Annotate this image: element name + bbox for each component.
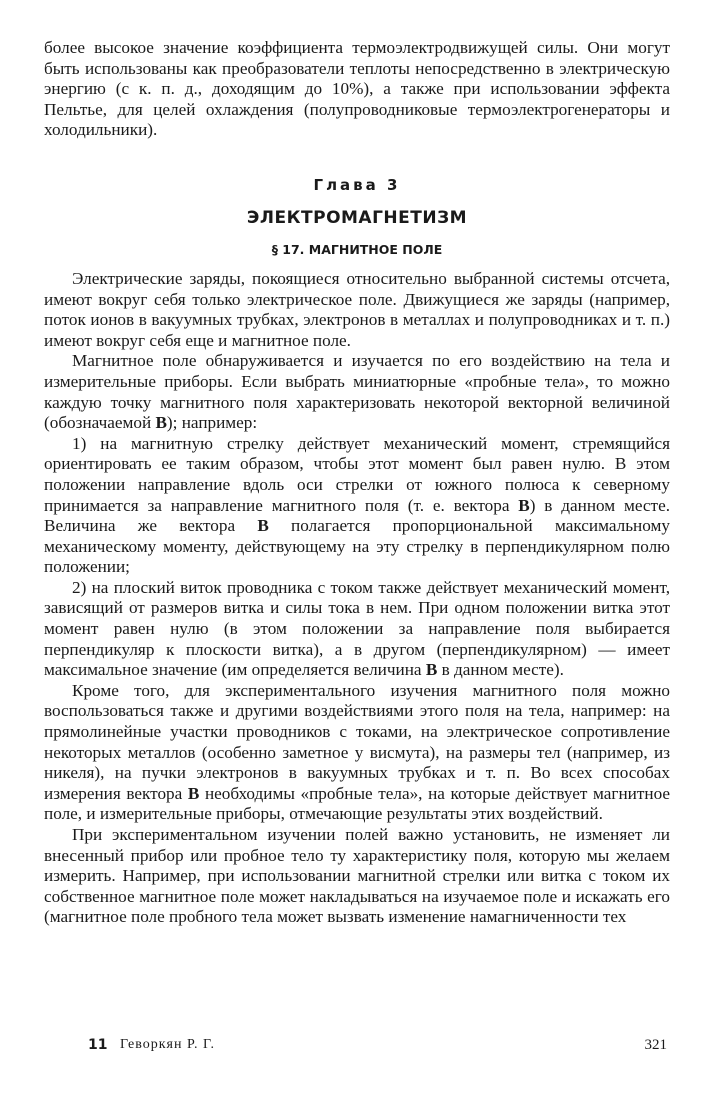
paragraph-4-text: 2) на плоский виток проводника с током также действует механический момент, зависящий от размеров витка и силы тока в нем. При одном положении витка этот момент равен нулю (в этом положении за направление поля выбирается перпендикуляр к плоскости витка), а в другом (перпендикулярном) — имеет максимальное значение (им определяется величина — [44, 577, 670, 680]
paragraph-3-text-middle: ) в данном месте. Величина же вектора — [44, 495, 670, 536]
paragraph-2-text-end: ); например: — [166, 413, 258, 433]
page-footer — [88, 1034, 667, 1056]
paragraph-3-text-end: полагается пропорциональной максимальному механическому моменту, действующему на эту стрелку в перпендикулярном полю положении; — [44, 516, 670, 577]
paragraph-1: Электрические заряды, покоящиеся относительно выбранной системы отсчета, имеют вокруг себя только электрическое поле. Движущиеся же заряды (например, поток ионов в вакуумных трубках, электронов в металлах и полупроводниках и т. п.) имеют вокруг себя еще и магнитное поле. — [44, 268, 670, 350]
paragraph-4-text-end: в данном месте). — [437, 660, 564, 680]
section-title: § 17. МАГНИТНОЕ ПОЛЕ — [271, 241, 443, 257]
intro-paragraph: более высокое значение коэффициента термоэлектродвижущей силы. Они могут быть использованы как преобразователи теплоты непосредственно в электрическую энергию (с к. п. д., доходящим до 10%), а также при использовании эффекта Пельтье, для целей охлаждения (полупроводниковые термоэлектрогенераторы и холодильники). — [44, 38, 670, 140]
paragraph-3-text: 1) на магнитную стрелку действует механический момент, стремящийся ориентировать ее таким образом, чтобы этот момент был равен нулю. В этом положении направление вдоль оси стрелки от южного полюса к северному принимается за направление магнитного поля (т. е. вектора — [44, 433, 670, 515]
page-body — [44, 38, 670, 928]
chapter-label: Глава 3 — [313, 175, 401, 194]
vector-b-symbol: B — [425, 660, 438, 680]
paragraph-4 — [44, 578, 670, 681]
paragraph-2 — [44, 351, 670, 433]
paragraph-2-text: Магнитное поле обнаруживается и изучается по его воздействию на тела и измерительные приборы. Если выбрать миниатюрные «пробные тела», то можно каждую точку магнитного поля характеризовать некоторой векторной величиной (обозначаемой — [44, 351, 670, 433]
page-number: 321 — [644, 1037, 667, 1053]
paragraph-5-text: Кроме того, для экспериментального изучения магнитного поля можно воспользоваться также и другими воздействиями этого поля на тела, например: на прямолинейные участки проводников с токами, на электрическое сопротивление некоторых металлов (особенно заметное у висмута), на размеры тел (например, из никеля), на пучки электронов в вакуумных трубках и т. п. Во всех способах измерения вектора — [44, 680, 670, 803]
vector-b-symbol: B — [155, 413, 167, 433]
vector-b-symbol: B — [187, 783, 200, 803]
signature-number: 11 — [88, 1037, 108, 1053]
signature-author: Геворкян Р. Г. — [120, 1037, 216, 1052]
vector-b-symbol: B — [257, 516, 269, 536]
paragraph-5-text-end: необходимы «пробные тела», на которые действует магнитное поле, и измерительные приборы, отмечающие результаты этих воздействий. — [44, 783, 670, 824]
chapter-title: ЭЛЕКТРОМАГНЕТИЗМ — [246, 207, 468, 228]
vector-b-symbol: B — [518, 495, 530, 515]
paragraph-5 — [44, 681, 670, 825]
paragraph-6: При экспериментальном изучении полей важно установить, не изменяет ли внесенный прибор или пробное тело ту характеристику поля, которую мы желаем измерить. Например, при использовании магнитной стрелки или витка с током их собственное магнитное поле может накладываться на изучаемое поле и искажать его (магнитное поле пробного тела может вызвать изменение намагниченности тех — [44, 825, 670, 927]
paragraph-3 — [44, 434, 670, 578]
